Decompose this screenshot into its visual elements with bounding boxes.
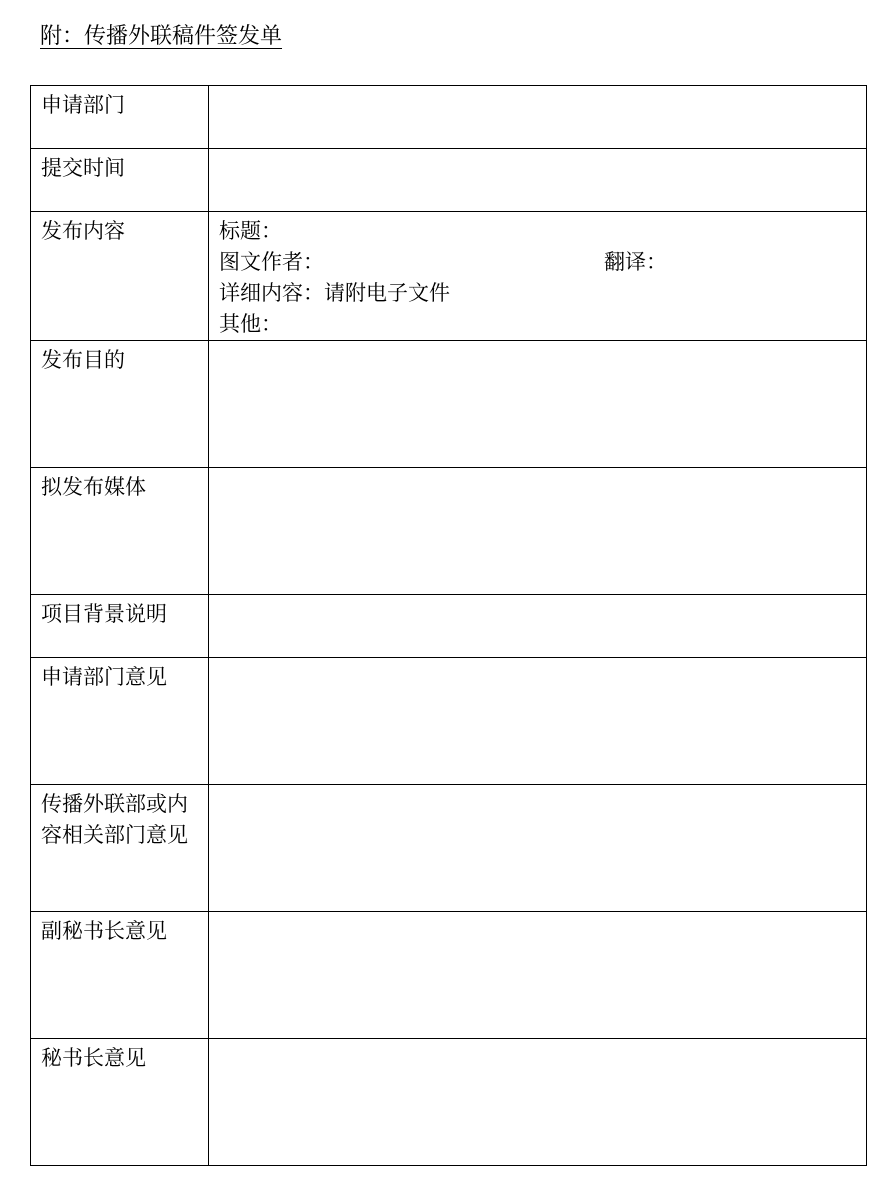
label-release-purpose: 发布目的 <box>31 341 209 468</box>
table-row <box>31 595 867 658</box>
label-submission-time: 提交时间 <box>31 149 209 212</box>
submission-time-field[interactable] <box>209 149 867 212</box>
label-department-opinion: 申请部门意见 <box>31 658 209 785</box>
table-row <box>31 341 867 468</box>
document-title: 附：传播外联稿件签发单 <box>40 24 283 49</box>
deputy-secretary-general-opinion-field[interactable] <box>209 912 867 1039</box>
table-row <box>31 912 867 1039</box>
label-target-media: 拟发布媒体 <box>31 468 209 595</box>
applying-department-field[interactable] <box>209 86 867 149</box>
content-details-line: 详细内容：请附电子文件 <box>219 281 450 305</box>
secretary-general-opinion-field[interactable] <box>209 1039 867 1166</box>
content-author-line <box>219 247 856 278</box>
label-project-background: 项目背景说明 <box>31 595 209 658</box>
approval-form-table <box>30 85 867 1166</box>
table-row <box>31 785 867 912</box>
table-row <box>31 1039 867 1166</box>
outreach-opinion-field[interactable] <box>209 785 867 912</box>
target-media-field[interactable] <box>209 468 867 595</box>
label-outreach-opinion: 传播外联部或内容相关部门意见 <box>31 785 209 912</box>
release-purpose-field[interactable] <box>209 341 867 468</box>
content-title-line: 标题： <box>219 219 282 243</box>
project-background-field[interactable] <box>209 595 867 658</box>
label-deputy-secretary-general-opinion: 副秘书长意见 <box>31 912 209 1039</box>
label-secretary-general-opinion: 秘书长意见 <box>31 1039 209 1166</box>
table-row <box>31 86 867 149</box>
table-row <box>31 468 867 595</box>
translator-label: 翻译： <box>604 250 667 274</box>
label-applying-department: 申请部门 <box>31 86 209 149</box>
author-label: 图文作者： <box>219 250 324 274</box>
table-row <box>31 149 867 212</box>
content-other-line: 其他： <box>219 312 282 336</box>
release-content-field[interactable] <box>209 212 867 341</box>
department-opinion-field[interactable] <box>209 658 867 785</box>
label-release-content: 发布内容 <box>31 212 209 341</box>
table-row <box>31 212 867 341</box>
table-row <box>31 658 867 785</box>
